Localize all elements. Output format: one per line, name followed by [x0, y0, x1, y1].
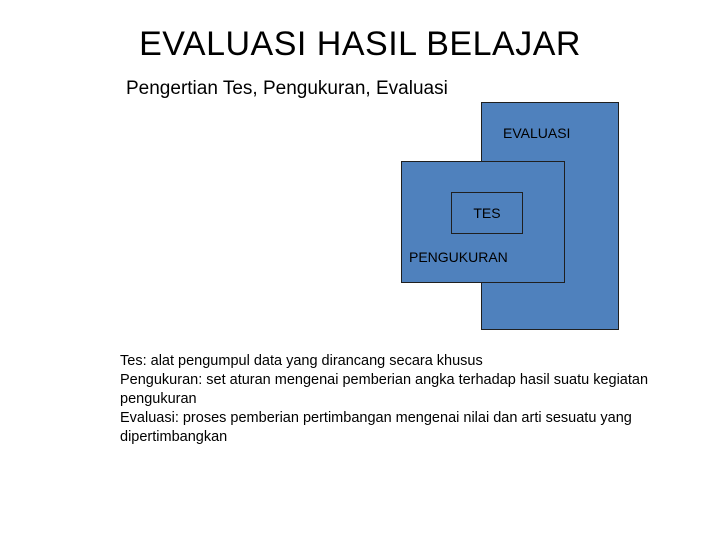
definition-pengukuran	[120, 371, 680, 409]
definition-text: alat pengumpul data yang dirancang secara khusus	[146, 353, 483, 369]
definition-separator: :	[174, 410, 179, 426]
definition-text: set aturan mengenai pemberian angka terhadap hasil suatu kegiatan pengukuran	[120, 372, 649, 407]
definitions-list	[120, 352, 680, 447]
evaluasi-label: EVALUASI	[503, 125, 571, 141]
definition-text: proses pemberian pertimbangan mengenai nilai dan arti sesuatu yang dipertimbangkan	[120, 410, 632, 445]
definition-separator: :	[142, 353, 147, 369]
slide-subtitle: Pengertian Tes, Pengukuran, Evaluasi	[126, 78, 448, 99]
definition-separator: :	[198, 372, 203, 388]
definition-term: Evaluasi	[120, 410, 175, 426]
definition-term: Tes	[120, 353, 143, 369]
pengukuran-label: PENGUKURAN	[409, 249, 508, 265]
tes-box	[451, 192, 523, 234]
definition-evaluasi	[120, 409, 680, 447]
slide-title: EVALUASI HASIL BELAJAR	[139, 25, 581, 63]
tes-label: TES	[473, 205, 501, 221]
definition-tes	[120, 352, 680, 371]
definition-term: Pengukuran	[120, 372, 199, 388]
